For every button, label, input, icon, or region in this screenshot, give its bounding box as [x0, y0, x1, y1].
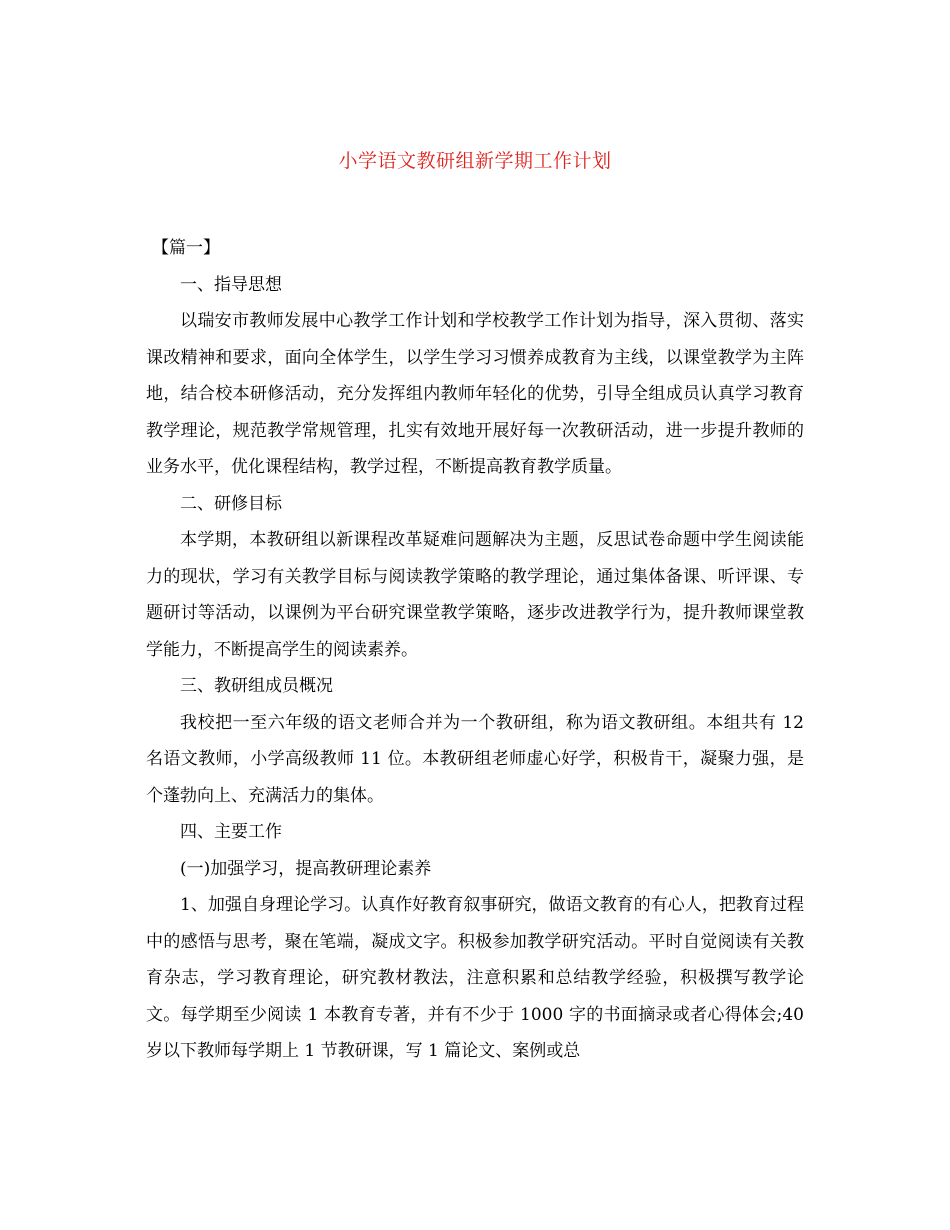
heading-group-members: 三、教研组成员概况 — [180, 676, 333, 696]
document-body — [146, 230, 804, 1070]
paragraph-research-goals: 本学期，本教研组以新课程改革疑难问题解决为主题，反思试卷命题中学生阅读能力的现状，学习有关教学目标与阅读教学策略的教学理论，通过集体备课、听评课、专题研讨等活动，以课例为平台研究课堂教学策略，逐步改进教学行为，提升教师课堂教学能力，不断提高学生的阅读素养。 — [146, 530, 804, 660]
section-label: 【篇一】 — [152, 238, 220, 258]
paragraph-group-members: 我校把一至六年级的语文老师合并为一个教研组，称为语文教研组。本组共有 12 名语文教师，小学高级教师 11 位。本教研组老师虚心好学，积极肯干，凝聚力强，是个蓬勃向上、充满活力的集体。 — [146, 712, 804, 806]
paragraph-self-study: 1、加强自身理论学习。认真作好教育叙事研究，做语文教育的有心人，把教育过程中的感悟与思考，聚在笔端，凝成文字。积极参加教学研究活动。平时自觉阅读有关教育杂志，学习教育理论，研究教材教法，注意积累和总结教学经验，积极撰写教学论文。每学期至少阅读 1 本教育专著，并有不少于 1000 字的书面摘录或者心得体会;40 岁以下教师每学期上 1 节教研课，写 1 篇论文、案例或总 — [146, 895, 804, 1061]
paragraph-guiding-ideology: 以瑞安市教师发展中心教学工作计划和学校教学工作计划为指导，深入贯彻、落实课改精神和要求，面向全体学生，以学生学习习惯养成教育为主线，以课堂教学为主阵地，结合校本研修活动，充分发挥组内教师年轻化的优势，引导全组成员认真学习教育教学理论，规范教学常规管理，扎实有效地开展好每一次教研活动，进一步提升教师的业务水平，优化课程结构，教学过程，不断提高教育教学质量。 — [146, 311, 804, 477]
heading-guiding-ideology: 一、指导思想 — [180, 274, 282, 295]
heading-main-work: 四、主要工作 — [180, 822, 282, 842]
subheading-strengthen-learning: (一)加强学习，提高教研理论素养 — [180, 858, 432, 879]
document-title: 小学语文教研组新学期工作计划 — [338, 150, 612, 172]
heading-research-goals: 二、研修目标 — [180, 493, 282, 514]
